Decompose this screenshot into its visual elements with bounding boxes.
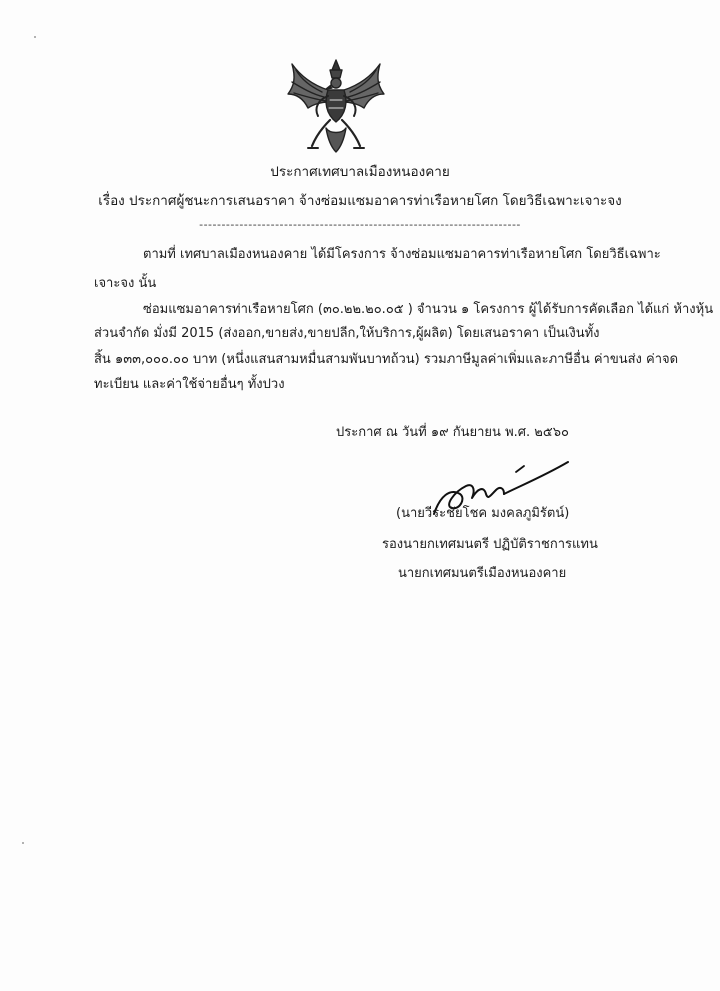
body-line: เจาะจง นั้น [94,276,157,291]
divider-line: ------------------------------------------------------------------------ [199,218,521,231]
announcement-date: ประกาศ ณ วันที่ ๑๙ กันยายน พ.ศ. ๒๕๖๐ [336,425,569,440]
signatory-organization: นายกเทศมนตรีเมืองหนองคาย [398,566,567,581]
document-title: ประกาศเทศบาลเมืองหนองคาย [270,164,450,180]
body-line: ทะเบียน และค่าใช้จ่ายอื่นๆ ทั้งปวง [94,377,285,392]
body-line: ส่วนจำกัด มั่งมี 2015 (ส่งออก,ขายส่ง,ขายปลีก,ให้บริการ,ผู้ผลิต) โดยเสนอราคา เป็นเงินทั้ง [94,326,600,341]
signatory-name: (นายวีระชัยโชค มงคลภูมิรัตน์) [396,506,570,521]
document-subject: เรื่อง ประกาศผู้ชนะการเสนอราคา จ้างซ่อมแซมอาคารท่าเรือหายโศก โดยวิธีเฉพาะเจาะจง [98,193,622,209]
signatory-position: รองนายกเทศมนตรี ปฏิบัติราชการแทน [382,537,598,552]
body-line: ตามที่ เทศบาลเมืองหนองคาย ได้มีโครงการ จ้างซ่อมแซมอาคารท่าเรือหายโศก โดยวิธีเฉพาะ [143,247,661,262]
scan-speck [22,842,24,844]
body-line: สิ้น ๑๓๓,๐๐๐.๐๐ บาท (หนึ่งแสนสามหมื่นสามพันบาทถ้วน) รวมภาษีมูลค่าเพิ่มและภาษีอื่น ค่าขนส่ง ค่าจด [94,352,679,367]
body-line: ซ่อมแซมอาคารท่าเรือหายโศก (๓๐.๒๒.๒๐.๐๕ ) จำนวน ๑ โครงการ ผู้ได้รับการคัดเลือก ได้แก่ ห้างหุ้น [143,302,714,317]
garuda-emblem-icon [282,56,390,156]
scan-speck [34,36,36,38]
